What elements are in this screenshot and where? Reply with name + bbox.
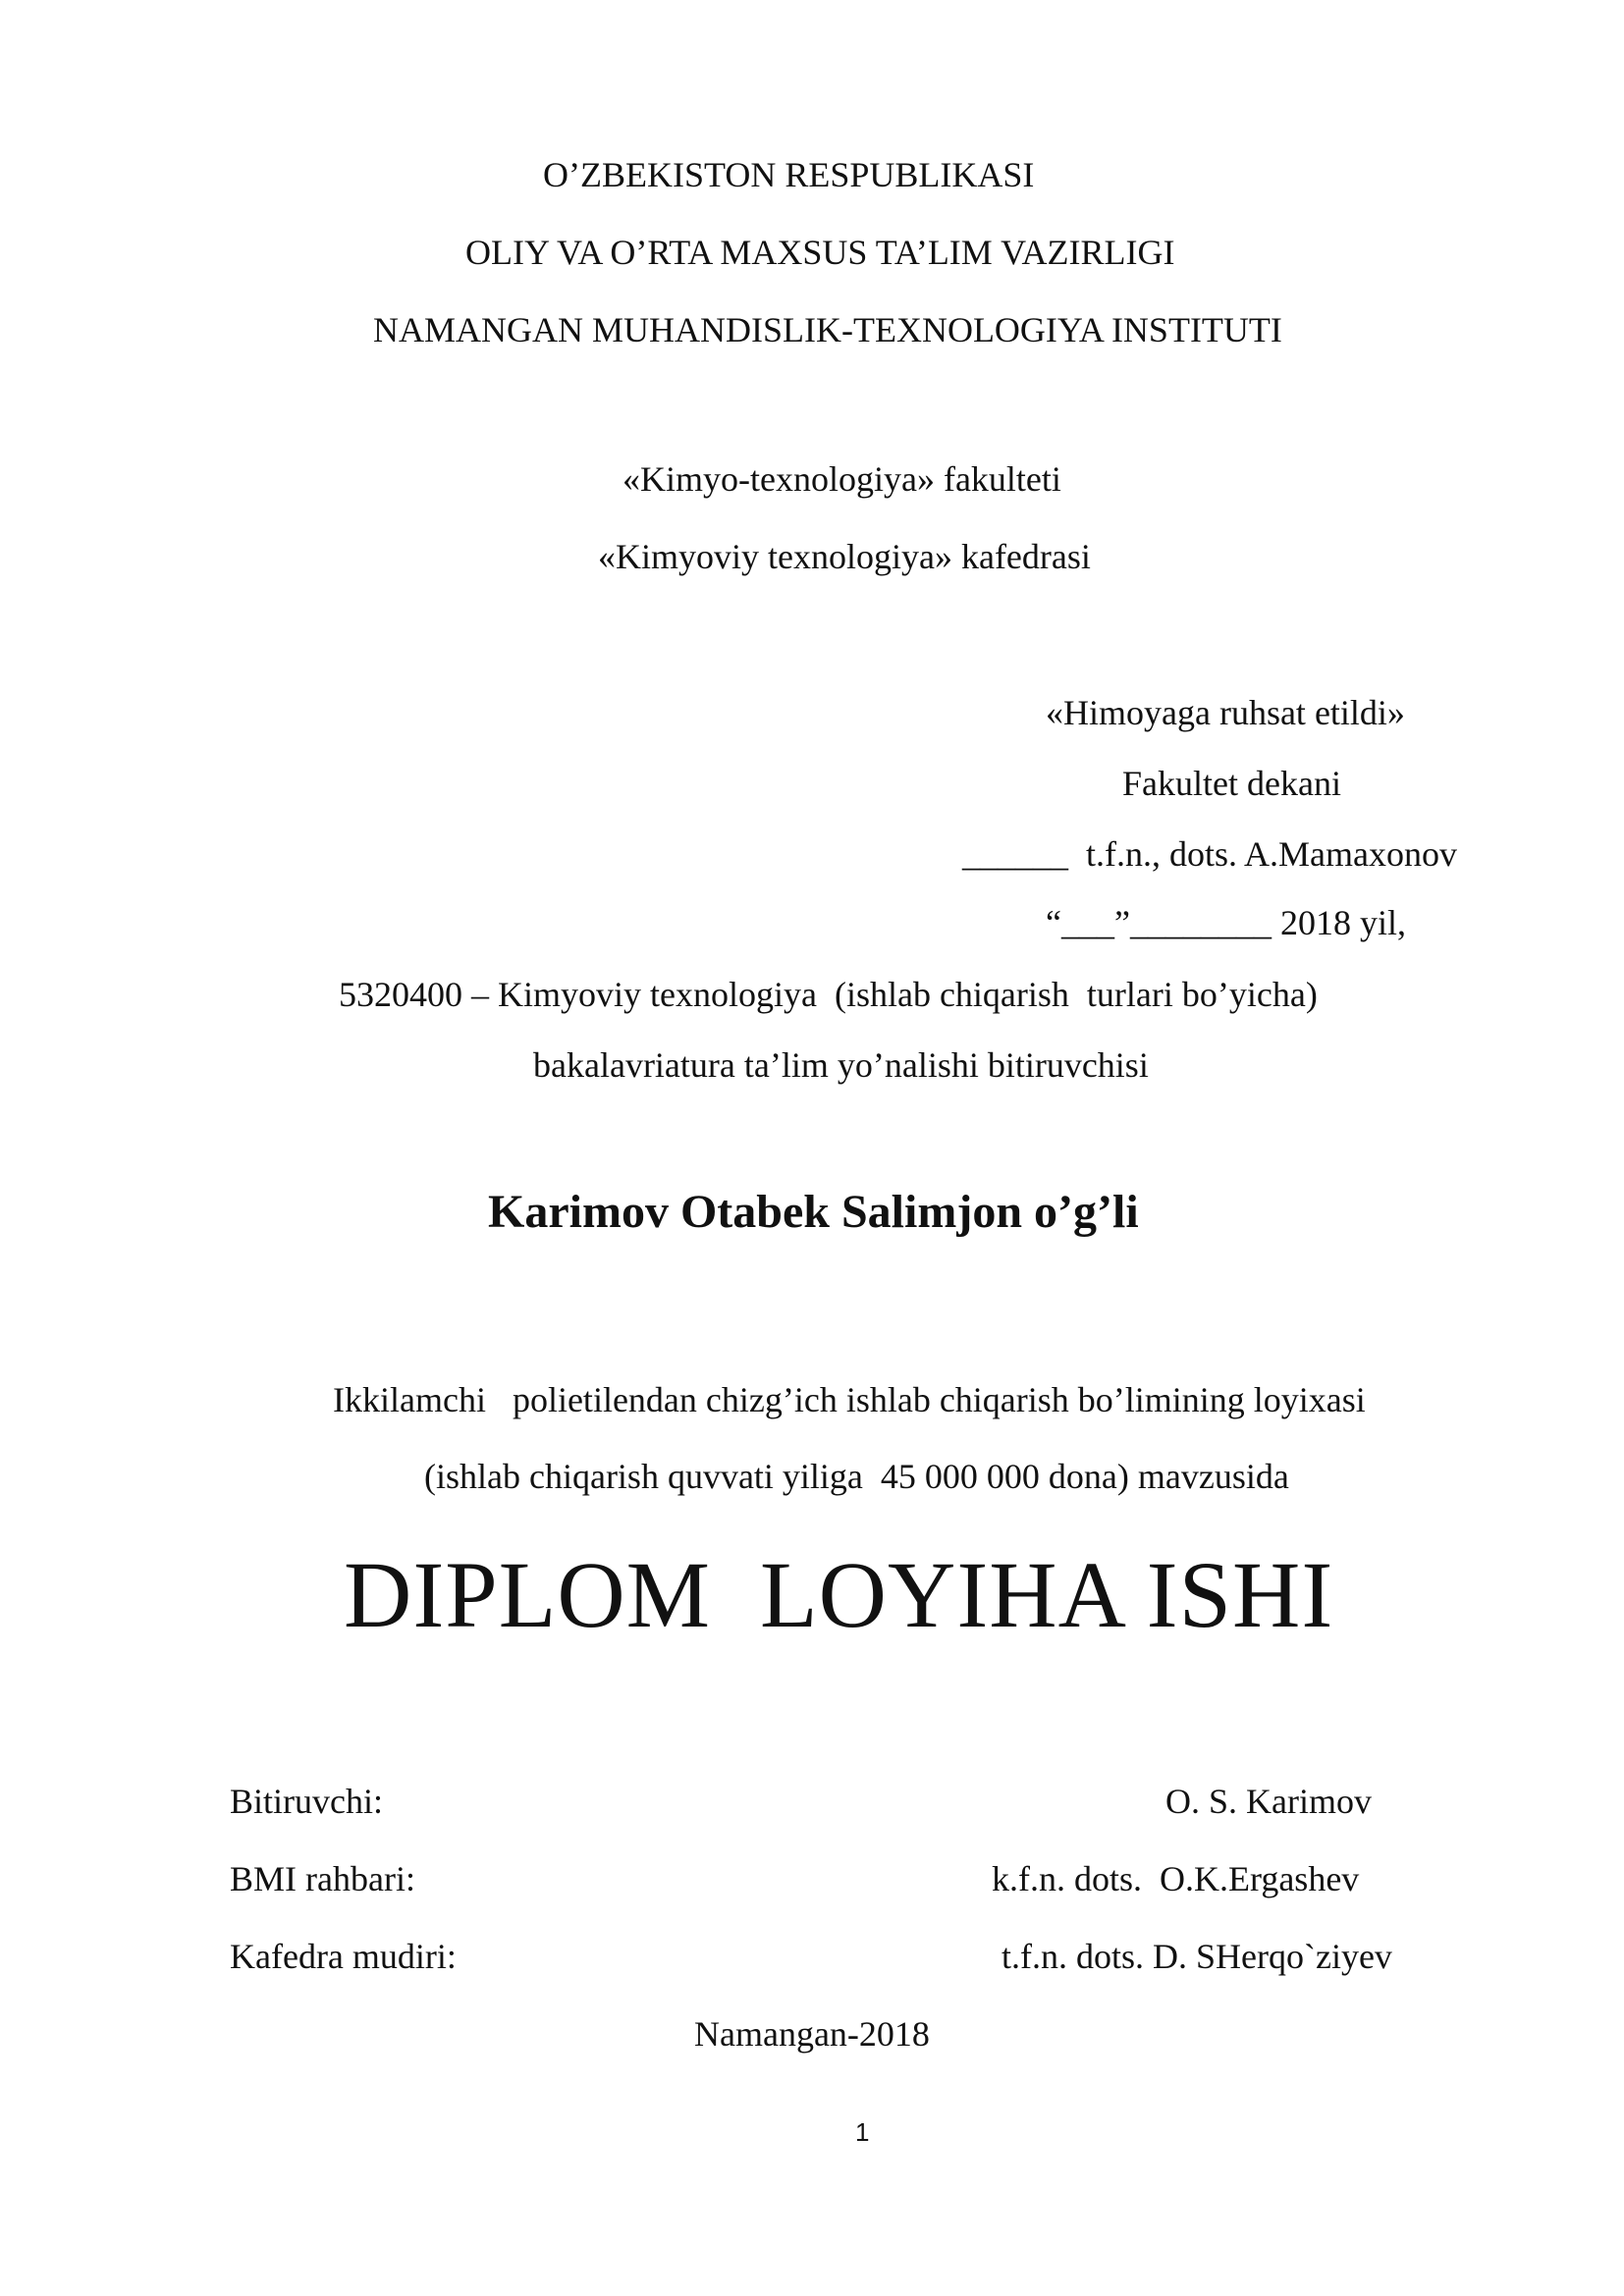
republic-heading: O’ZBEKISTON RESPUBLIKASI — [543, 155, 1035, 194]
approval-signature: ______ t.f.n., dots. A.Mamaxonov — [962, 834, 1457, 874]
ministry-heading: OLIY VA O’RTA MAXSUS TA’LIM VAZIRLIGI — [465, 233, 1175, 272]
page-number: 1 — [855, 2117, 870, 2147]
signature-role-graduate: Bitiruvchi: — [230, 1782, 383, 1821]
topic-line-2: (ishlab chiqarish quvvati yiliga 45 000 000 dona) mavzusida — [424, 1457, 1289, 1496]
department-name: «Kimyoviy texnologiya» kafedrasi — [598, 537, 1091, 576]
signature-person-graduate: O. S. Karimov — [1165, 1782, 1372, 1821]
signature-person-head: t.f.n. dots. D. SHerqo`ziyev — [1001, 1937, 1392, 1976]
author-name: Karimov Otabek Salimjon o’g’li — [488, 1186, 1139, 1238]
work-title: DIPLOM LOYIHA ISHI — [344, 1542, 1334, 1647]
place-year: Namangan-2018 — [694, 2014, 930, 2054]
approval-position: Fakultet dekani — [1122, 764, 1341, 803]
signature-role-head: Kafedra mudiri: — [230, 1937, 457, 1976]
faculty-name: «Kimyo-texnologiya» fakulteti — [623, 459, 1061, 499]
approval-date: “___”________ 2018 yil, — [1046, 903, 1406, 942]
signature-person-supervisor: k.f.n. dots. O.K.Ergashev — [992, 1859, 1360, 1898]
program-line-1: 5320400 – Kimyoviy texnologiya (ishlab chiqarish turlari bo’yicha) — [339, 975, 1318, 1014]
signature-role-supervisor: BMI rahbari: — [230, 1859, 415, 1898]
institute-heading: NAMANGAN MUHANDISLIK-TEXNOLOGIYA INSTITUTI — [373, 310, 1282, 349]
program-line-2: bakalavriatura ta’lim yo’nalishi bitiruvchisi — [533, 1045, 1149, 1085]
approval-title: «Himoyaga ruhsat etildi» — [1046, 693, 1405, 732]
topic-line-1: Ikkilamchi polietilendan chizg’ich ishlab chiqarish bo’limining loyixasi — [333, 1380, 1366, 1419]
